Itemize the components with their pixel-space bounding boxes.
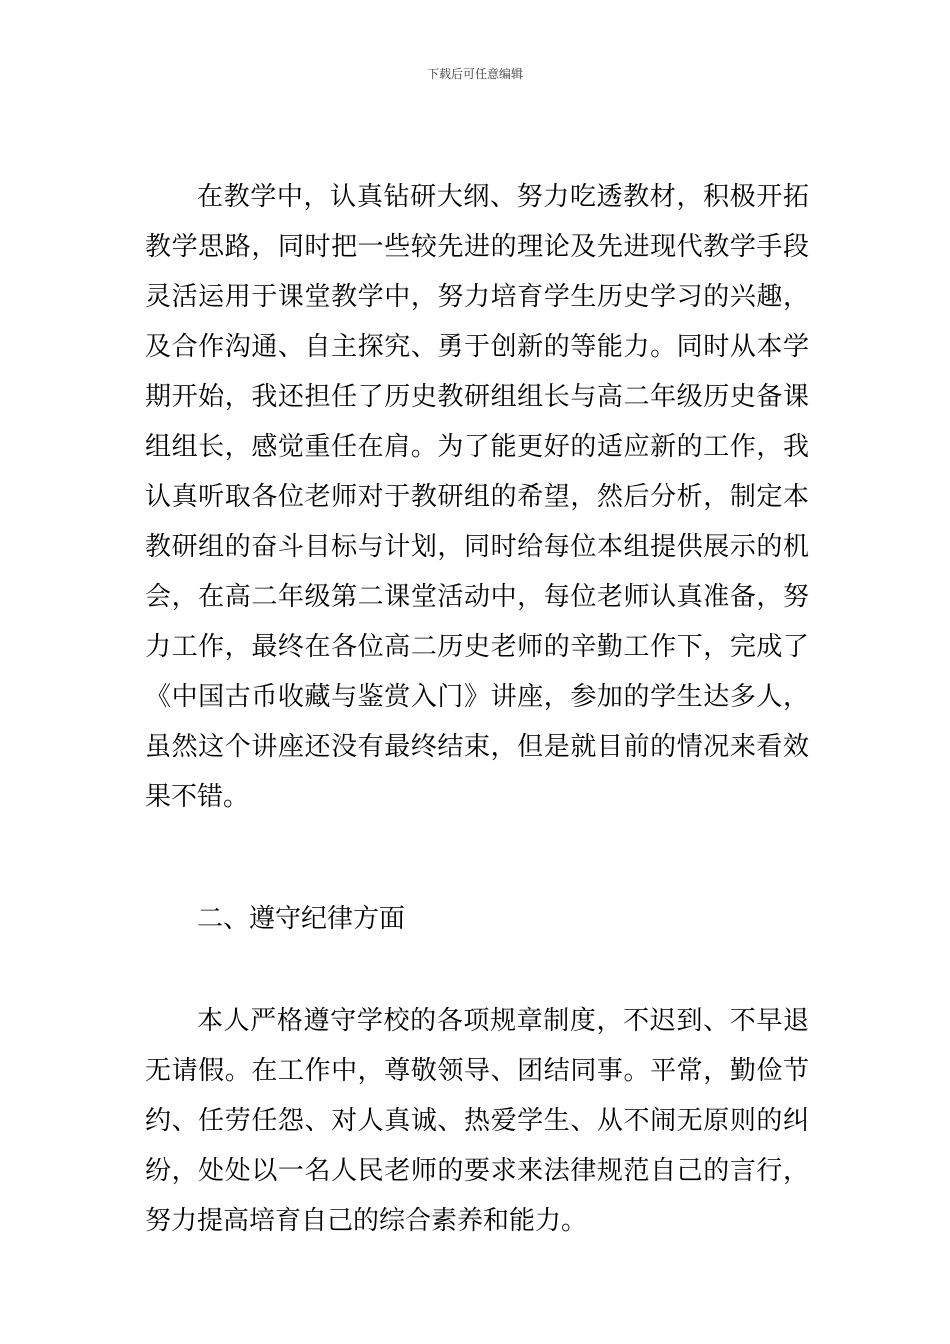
paragraph-line: 努力提高培育自己的综合素养和能力。 [145, 1206, 588, 1236]
paragraph-line: 虽然这个讲座还没有最终结束，但是就目前的情况来看效 [145, 732, 809, 762]
paragraph-line: 认真听取各位老师对于教研组的希望，然后分析，制定本 [145, 482, 809, 512]
paragraph-line: 会，在高二年级第二课堂活动中，每位老师认真准备，努 [145, 582, 809, 612]
paragraph-line: 及合作沟通、自主探究、勇于创新的等能力。同时从本学 [145, 332, 809, 362]
paragraph-discipline [145, 996, 809, 1246]
paragraph-line: 本人严格遵守学校的各项规章制度，不迟到、不早退 [197, 1006, 809, 1036]
spacer [145, 822, 809, 894]
paragraph-line: 在教学中，认真钻研大纲、努力吃透教材，积极开拓 [197, 182, 809, 212]
paragraph-line: 《中国古币收藏与鉴赏入门》讲座，参加的学生达多人， [145, 682, 809, 712]
paragraph-teaching [145, 172, 809, 822]
paragraph-line: 果不错。 [145, 782, 250, 812]
paragraph-line: 组组长，感觉重任在肩。为了能更好的适应新的工作，我 [145, 432, 809, 462]
paragraph-line: 无请假。在工作中，尊敬领导、团结同事。平常，勤俭节 [145, 1056, 809, 1086]
document-body [145, 172, 809, 1246]
paragraph-line: 灵活运用于课堂教学中，努力培育学生历史学习的兴趣， [145, 282, 809, 312]
paragraph-line: 教研组的奋斗目标与计划，同时给每位本组提供展示的机 [145, 532, 809, 562]
spacer [145, 944, 809, 996]
paragraph-line: 力工作，最终在各位高二历史老师的辛勤工作下，完成了 [145, 632, 809, 662]
page-header: 下载后可任意编辑 [426, 67, 523, 81]
paragraph-line: 期开始，我还担任了历史教研组组长与高二年级历史备课 [145, 382, 809, 412]
paragraph-line: 纷，处处以一名人民老师的要求来法律规范自己的言行， [145, 1156, 809, 1186]
section-heading: 二、遵守纪律方面 [197, 904, 406, 934]
paragraph-line: 约、任劳任怨、对人真诚、热爱学生、从不闹无原则的纠 [145, 1106, 809, 1136]
paragraph-line: 教学思路，同时把一些较先进的理论及先进现代教学手段 [145, 232, 809, 262]
